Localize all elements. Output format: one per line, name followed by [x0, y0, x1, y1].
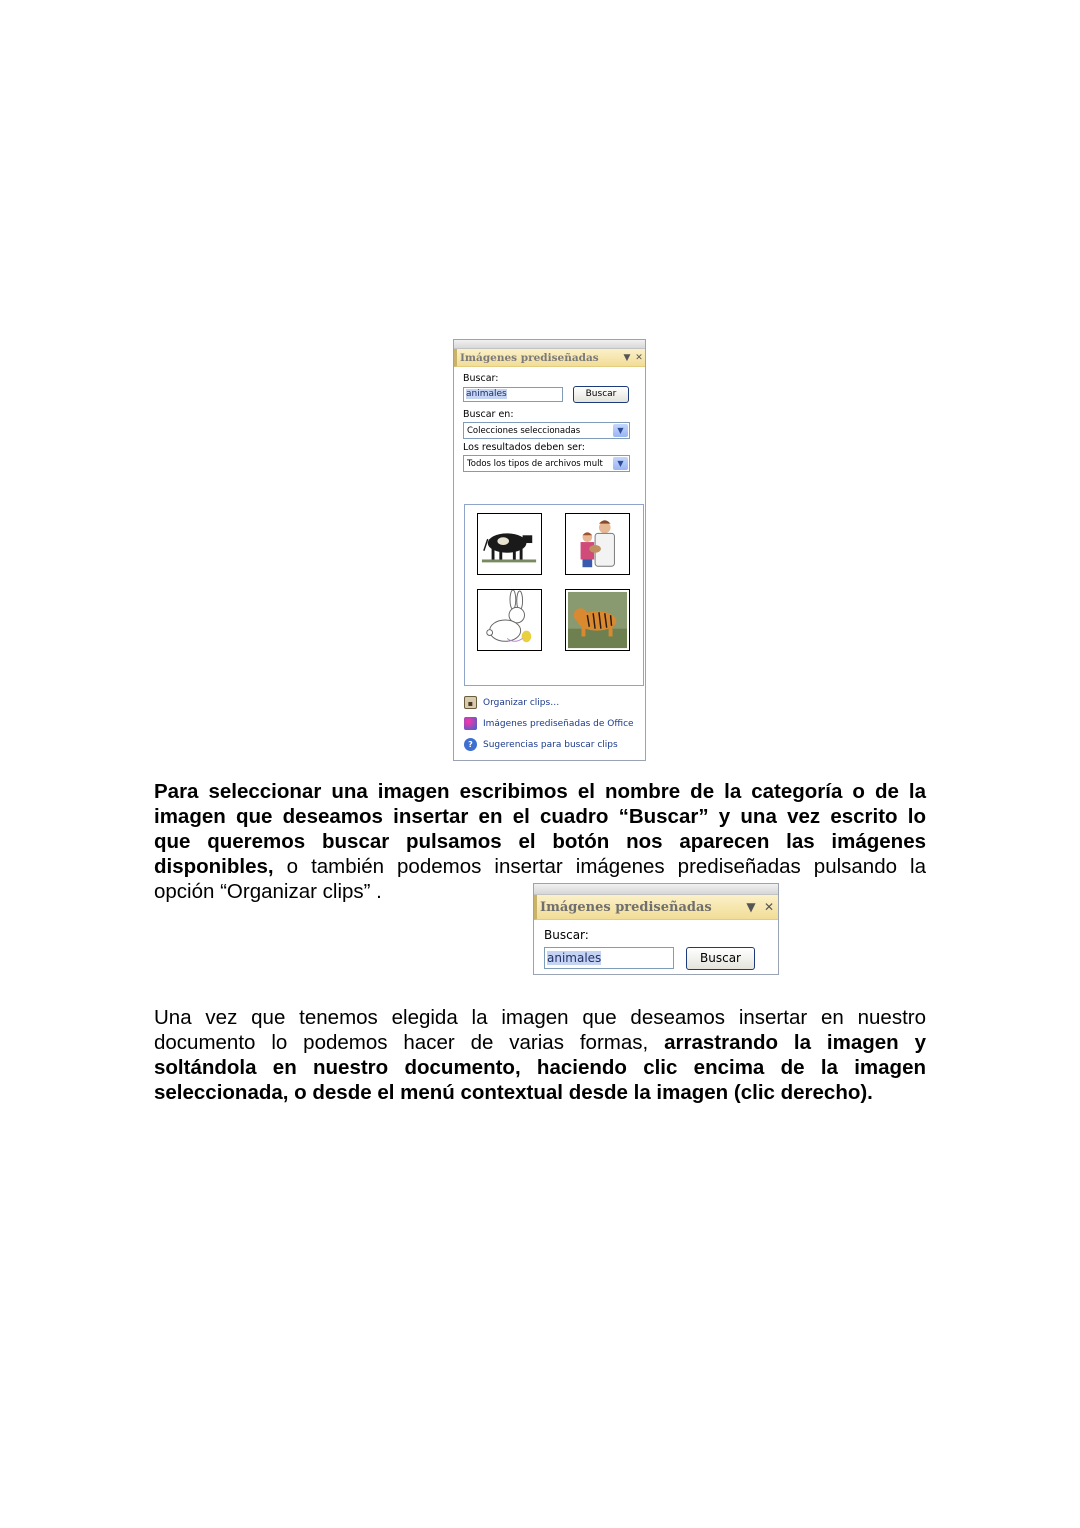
clip-thumbnail-cow[interactable] [477, 513, 542, 575]
pane-title: Imágenes prediseñadas [460, 351, 599, 364]
mini-search-button[interactable]: Buscar [686, 947, 755, 970]
mini-search-input[interactable] [544, 947, 674, 969]
pane-links [464, 692, 640, 755]
pane-top-strip [454, 340, 645, 349]
paragraph2-text: documento lo podemos hacer de varias formas, [154, 1031, 665, 1054]
clip-thumbnail-tiger[interactable] [565, 589, 630, 651]
close-icon[interactable]: ✕ [635, 352, 643, 363]
clip-art-task-pane [453, 339, 646, 761]
mini-pane-title: Imágenes prediseñadas [540, 899, 712, 915]
paragraph1-line: imagen que deseamos insertar en el cuadro “Buscar” y una vez escrito lo [154, 805, 926, 828]
search-tips-label: Sugerencias para buscar clips [483, 739, 618, 750]
pane-title-bar [454, 349, 645, 367]
results-type-label: Los resultados deben ser: [463, 442, 585, 453]
results-type-select[interactable] [463, 455, 630, 472]
clip-thumbnail-veterinarian[interactable] [565, 513, 630, 575]
search-in-value: Colecciones seleccionadas [467, 425, 581, 436]
chevron-down-icon[interactable]: ▼ [623, 352, 631, 363]
chevron-down-icon[interactable]: ▼ [613, 457, 628, 470]
search-in-select[interactable] [463, 422, 630, 439]
paragraph2-line [154, 1030, 926, 1055]
clip-thumbnail-rabbit[interactable] [477, 589, 542, 651]
paragraph2-bold-text: arrastrando la imagen y [664, 1031, 926, 1054]
office-online-icon [464, 717, 477, 730]
search-tips-link[interactable] [464, 734, 640, 755]
paragraph1-text: o también podemos insertar imágenes prediseñadas pulsando la [273, 855, 926, 878]
mini-pane-title-bar [534, 895, 778, 920]
paragraph2-line: soltándola en nuestro documento, haciendo clic encima de la imagen [154, 1056, 926, 1079]
office-online-link[interactable] [464, 713, 640, 734]
search-button[interactable]: Buscar [573, 386, 629, 403]
organize-clips-link[interactable] [464, 692, 640, 713]
search-input-value: animales [466, 389, 507, 399]
office-online-label: Imágenes prediseñadas de Office [483, 718, 634, 729]
paragraph1-line: opción “Organizar clips” . [154, 880, 382, 903]
paragraph2-line: seleccionada, o desde el menú contextual desde la imagen (clic derecho). [154, 1081, 873, 1104]
results-type-value: Todos los tipos de archivos mult [467, 458, 603, 469]
paragraph1-line: que queremos buscar pulsamos el botón nos aparecen las imágenes [154, 830, 926, 853]
search-label: Buscar: [463, 373, 499, 384]
mini-pane-top-strip [534, 884, 778, 895]
search-in-label: Buscar en: [463, 409, 514, 420]
paragraph2-line: Una vez que tenemos elegida la imagen que deseamos insertar en nuestro [154, 1006, 926, 1029]
chevron-down-icon[interactable]: ▼ [613, 424, 628, 437]
paragraph1-bold-text: disponibles, [154, 855, 274, 878]
mini-search-label: Buscar: [544, 928, 589, 942]
paragraph-insert-image [154, 1005, 926, 1105]
search-input[interactable] [463, 387, 563, 402]
help-icon: ? [464, 738, 477, 751]
close-icon[interactable]: ✕ [763, 900, 775, 914]
mini-search-input-value: animales [547, 951, 602, 965]
clip-results-grid [464, 504, 644, 686]
paragraph1-line: Para seleccionar una imagen escribimos el nombre de la categoría o de la [154, 780, 926, 803]
organize-clips-icon: ▪ [464, 696, 477, 709]
clip-art-pane-detail [533, 883, 779, 975]
chevron-down-icon[interactable]: ▼ [746, 900, 756, 914]
paragraph1-line [154, 854, 926, 879]
organize-clips-label: Organizar clips… [483, 697, 560, 708]
